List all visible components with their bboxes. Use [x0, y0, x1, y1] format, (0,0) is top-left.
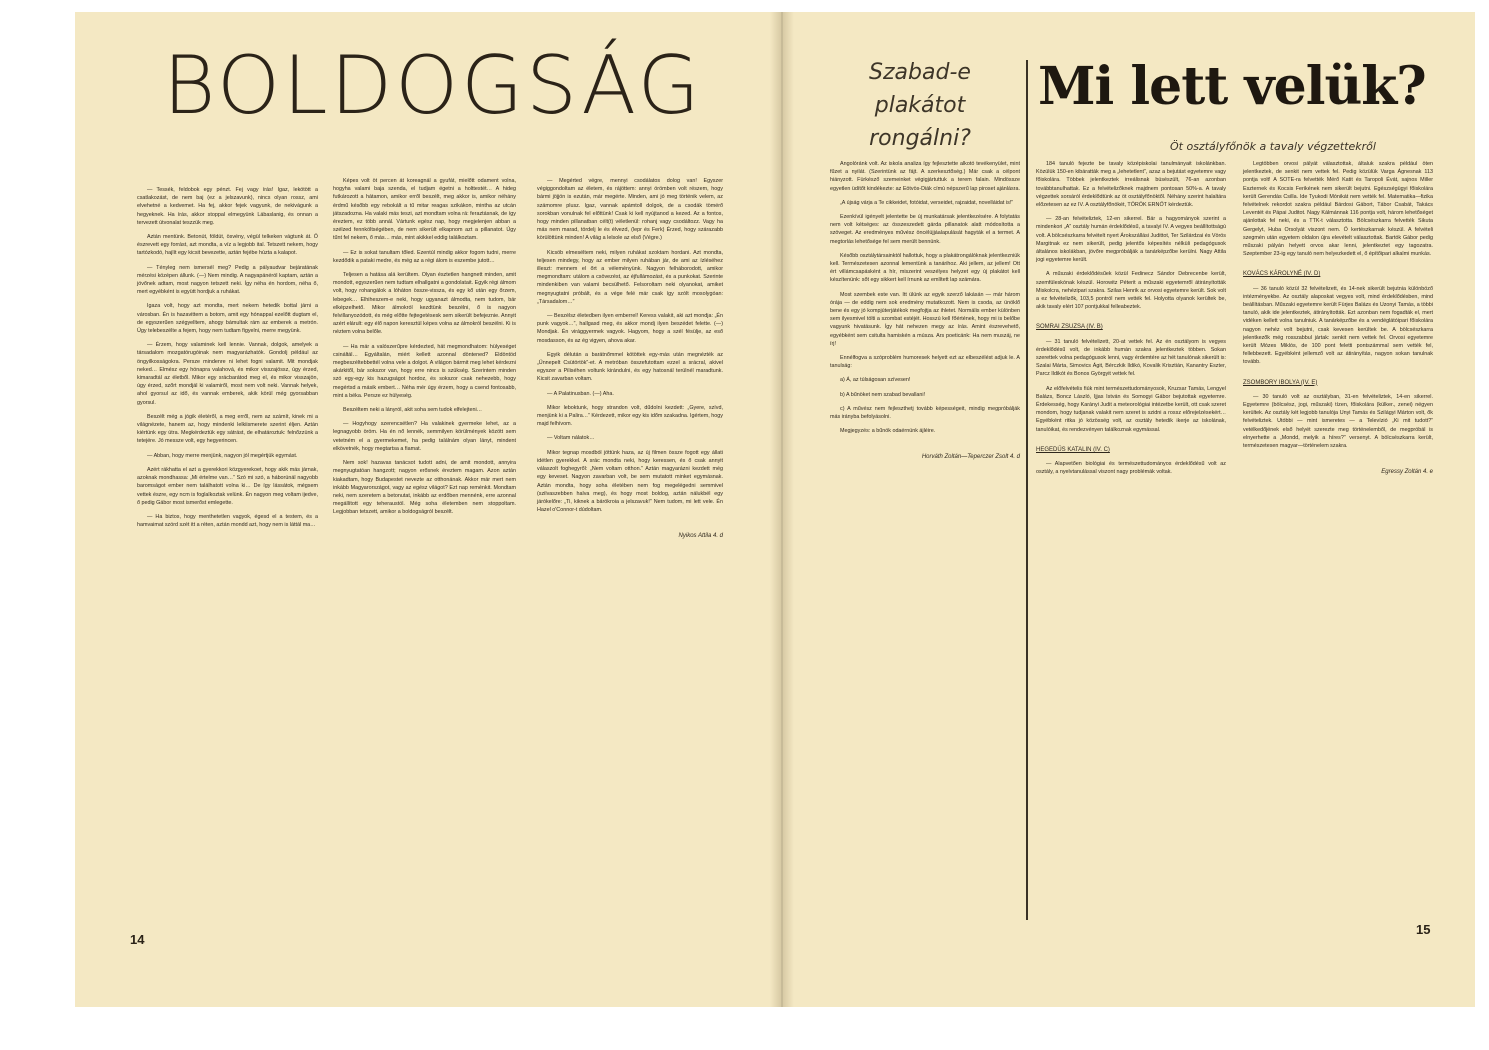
paragraph: Beszélt még a jógik életéről, a meg erről, nem az számít, kinek mi a világnézete, hanem az, hogy mindenki lelkiismerete szerint éljen. Aztán kiértünk egy útra. Megkérdeztük egy sátrást, de elhatároztuk: felnőzzünk a tetejére. Jó messze volt, egy hegyerincen. [137, 413, 318, 445]
paragraph: Ennélfogva a szóproblém humoresek helyett ezt az elbeszélést adjuk le. A tanulság: [830, 355, 1020, 370]
page-number-right: 15 [1416, 922, 1431, 937]
paragraph: — Alapvetően biológiai és természettudományos érdeklődésű volt az osztály, a nyelvtanulással viszont nagy problémák voltak. [1036, 461, 1226, 476]
paragraph: — 28-an felvételiztek, 12-en sikerrel. Bár a hagyományok szerint a mindenkori „A” osztály humán érdeklődésű, a tavalyi IV. A vegyes beállítottságú volt. A bölcsészkarra felvételt nyert Árokszállási Judittot, Ter Szilárdzai és Vörös Margitnak ez nem sikerült, pedig jelentős képesítés nélküli pedagógusok általános iskolákban, jövőre megpróbálják a tanárképzőbe kerülni. Nagy Attila jogi egyetemre került. [1036, 216, 1226, 264]
paragraph: — Ha biztos, hogy menthetetlen vagyok, égesd el a testem, és a hamvaimat szórd szét itt a réten, aztán mondd azt, hogy nem is láttál ma… [137, 513, 318, 529]
right-column-2 [1036, 160, 1226, 860]
author-signature: Egressy Zoltán 4. e [1381, 469, 1433, 476]
paragraph: — 36 tanuló közül 32 felvételizett, és 14-nek sikerült bejutnia különböző intézményekbe. Az osztály alaposkat vegyes volt, mind érdeklődésben, mind beállításban. Műszaki egyetemre került Fürjes Balázs és Uzonyi Tamás, a többi tanuló, akik ide jelentkeztek, átirányították. Ezt azonban nem fogadták el, mert vidéken kellett volna tanulniuk. A tanárképzőbe és a vendéglátóipari főiskolára nagyon nehéz volt bejutni, csak kevesen kerültek be. A bölcsészkarra jelentkezők még rosszabbul jártak: senkit nem vettek fel. Orvosi egyetemre került Mózes Miklós, de 100 pont feletti pontszámmal sem vették fel, fellebbezett. Egyébként jellemző volt az átirányítás, nagyon sokan tanulnak tovább. [1243, 285, 1433, 366]
paragraph: — Megérted végre, mennyi csodálatos dolog van! Egyszer végiggondoltam az életem, és rájöttem: annyi örömben volt részem, hogy bármi jöjjön is ezután, már megérte. Minden, ami jó meg történik velem, az számomre plusz. Igaz, vannak apámtoll dolgok, de a csodák tömérő sorokban vonulnak fel előttünk! Csak ki kell nyújtanod a kezed. Az a fontos, hogy minden pillanatban célt(t) véletlenül: rohanj vagy csodáltozz. Vagy ha más nem marad, tördelj le és élvezd, (lepr és Ferk) Érzed, hogy szárazabb körülöttünk minden! A világ a lelsole az első (Végre.) [537, 178, 723, 242]
paragraph: Egyik délután a barátnőmmel kötöttek egy-más után megnézték az „Ünnepelt Csütörtök”-et. A metróban összefutottam ezzel a srácral, akivel egyszer a Piliséhen voltunk kirándulni, és egy hatosnál terülnél maradtunk. Kicsit zavarban voltam. [537, 351, 723, 383]
author-signature: Horváth Zoltán—Teperczer Zsolt 4. d [921, 454, 1020, 461]
sidebar-title-line: plakátot [874, 93, 966, 118]
paragraph: Kicsöb elmeséltem neki, milyen ruhákat szoktam hordani. Azt mondta, teljesen mindegy, hogy az ember milyen ruhában jár, de ami az ízléséhez illeszt: mennem el őrt a véleményünk. Nagyon felháborodott, amikor megmondtam: utálom a csövezést, az éjfullámozást, és a punkokat. Szerinte mindenkiben van valami becsülhető. Felsoroltam neki olyanokat, amiket megnyugtatni próbált, és a vége felé már csak így szólt mosolygóan: „Társadalom…” [537, 249, 723, 305]
paragraph: — Tényleg nem ismersél meg? Pedig a pályaudvar bejáratának mérzési középen állunk. (—) Nem mindig. A nagyapánéról kaptam, aztán a jövőnek adtam, most nagyon tetszett neki. Így néha én hordom, néha ő, mert egyébként is együtt hordjuk a ruhákat. [137, 264, 318, 296]
teacher-name: SOMRAI ZSUZSA (IV. B) [1036, 324, 1103, 331]
paragraph: Beszéltem neki a lányról, akit soha sem tudok elfelejteni… [343, 407, 483, 414]
paragraph: Angolóránk volt. Az iskola analiza így fejlesztette alkotó tevékenyület, mint fűzet a nyilát. (Szerintünk az fájt. A szerkesztőség.) Már csak a célpont hiányzott. Fürkésző szemeinket végigjártuttuk a terem falain. Mindössze egyetlen üdítőt kindékezte: az Eötvös-Diák címú népszerű lap piroset ajánlásra. [830, 161, 1020, 192]
paragraph: Most szembek este van. Itt ülünk az egyik szerző lakásán — már három órája — de eddig nem sok eredmény mutatkozott. Nem is csoda, az ünöklő bene és egy jó kompjúterjátékok megfojtja az ihletet. Normális ember különben sem ilyesmivel tölti a szombat estéjét. Hosszú kell főértének, hogy mi is belőbe vagyunk hivatásunk. Így hát nehezen megy az írás. Amint észrevehető, egyébként sem csitulta hamiskén a músza. Ars poeticánk: Ha nem muszáj, ne írj! [830, 291, 1020, 347]
paragraph: c) A művész nem fejleszthetj tovább képességeit, mindig megpróbálják más irányba befolyásolni. [830, 405, 1020, 421]
teacher-name: KOVÁCS KÁROLYNÉ (IV. D) [1243, 271, 1321, 278]
author-signature: Nyikos Attila 4. d [678, 533, 723, 540]
paragraph: — Hogyhogy szerencsétlen? Ha valakinek gyermeke lehet, az a legnagyobb öröm. Ha én nő lennék, semmilyen körülmények között sem vetetném el a gyermekemet, ha pedig találnám olyan lányt, mindent elkövetnék, hogy megtartsa a fiamat. [333, 421, 516, 452]
left-column-2 [333, 177, 516, 932]
magazine-spread [75, 12, 1475, 1007]
paragraph: — A Palatinusban. (—) Aha. [547, 390, 614, 397]
paragraph: — 30 tanuló volt az osztályban, 31-en felvételiztek, 14-en sikerrel. Egyetemre (bölcsész, jogi, műszaki) tízen, főiskolára (külker., zenei) négyen kerültek. Az osztály két legjobb tanulója Unyi Tamás és Szilágyi Márton volt, ők felvételiztek. Utóbbi — mint ismeretes — a Televízió „Ki mit tudott?” vetélkedőjének első helyét szerezte meg történelemből, de megpróbál is elnyerhette a „Mondd, melyik a híres?” versenyt. A bölcsészkarra került, természetesen magyar—történelem szakra. [1243, 393, 1433, 450]
paragraph: 184 tanuló fejezte be tavaly középiskolai tanulmányait iskolánkban. Közülük 150-en kibáratták meg a „lehetetlent”, azaz a bejutást egyetemre vagy főiskolára. Többek jelentkeztek irreálisnak búsészült, 76-an azonban továbbtanulhattak. Ez a felvételizőknek majdnem pontosan 50%-a. A tavaly végzettek sorsáról érdeklődtünk az öt osztályfőnöktől. Néhány szerint halaltára előzetesen az ez IV. A osztályfőnökét, TÖRÖK ERNŐT kérdeztük. [1036, 161, 1226, 209]
paragraph: — Ha már a valószerűpre kérdezted, hát megmondhatom: hülyeséget csináltál… Egyáltalán, miért kellett azonnal döntened? Eldöntöd megbeszéltebbettél volna vele a dolgot. A világon bármit meg lehet kérdezni akárkitől, bár sokszor van, hogy erre nincs is szükség. Szerintem minden szó egy-egy kis hazugságot hordoz, és sokszor csak nehezebb, hogy megértsd a másik embert… Néha mér úgy érzem, hogy a csend fontosabb, mint a béka. Persze ez hülyeség. [333, 343, 516, 399]
main-title: Mi lett velük? [1038, 56, 1426, 117]
paragraph: Legtöbben orvosi pályát választottak, általuk szakra például öten jelentkeztek, de senkit nem vettek fel. Pedig közülük Varga Ágnesnak 113 pontja volt! A SOTE-ra felvették Mérő Katit és Taropoli Évát, sajnos Miller Eszternek és Kocsis Ferikének nem sikerült bejutni. Egészségügyi főiskolára került Gerendás Csilla. Ide Tyukodi Mónikát nem vették fel. Matematika—fizika felvételnek rekordot szakra például Bárdosi Gábort, Tábor Csabát, Takács Leventét és Pápai Juditot. Nagy Kálmánnak 116 pontja volt, három lehetőséget ajánlottak fel neki, és a TTK-t választotta. Bölcsészkarra felvették Sikuta Gergelyt, Huba Orsolyát viszont nem. Ő kertészkarnak készül. A felvételi szegmén után egyetem oldalon újra elevételt választottak. Bartók Gábor pedig műszaki pályán helyett orvos akar lenni, jelentkeztet egy tagozatra. Szeptember 23-ig egy tanuló nem helyezkedett el, ő építőipari alkalmi munkás. [1243, 161, 1433, 258]
paragraph: A műszaki érdeklődésűek közül Fedinecz Sándor Debrecenbe került, szemfüleskónak készül. Horowitz Péterit a műszaki egyetemről átirányították Miskolcra, nehézipari szakra. Szilas Henrik az orvosi egyetemre került. Sok volt a ez felvételizők, 103,5 pontról nem vették fel. Holyotta olyanok kerültek be, akik tavaly elért 107 pontjukkal felleabeztek. [1036, 271, 1226, 311]
paragraph: Ezenkívül igényelt jelentette be új munkatársak jelentkezésére. A folytatás nem volt kétséges: az összeszedett gárda pillanatok alatt módosította a szöveget. Az eredményes művész öncélújjáalapulását hagyták el a termet. A megtorlás lehetősége fel sem merült bennünk. [830, 214, 1020, 245]
paragraph: — Érzem, hogy valaminek kell lennie. Vannak, dolgok, amelyek a társadalom mozgatórugóinak nem magyarázhatók. Gondolj például az öngyilkosságokra. Persze mindenre ni lehet fogni valamit. Mit mondjak neked… Elmész egy hónapra valahová, és mikor visszajössz, úgy érzed, kimaradtál az életből. Mikor egy srácbarátod meg el, és mikor visszajön, úgy érzed, szőrt mondjál ki valamiről, most nem volt neki. Vannak helyek, ahol gyorsul az idő, és vannak emberek, akik körül még gyorsabban gyorsul. [137, 342, 318, 406]
teacher-name: HEGEDŰS KATALIN (IV. C) [1036, 446, 1110, 453]
paragraph: — Tessék, feldobok egy pénzt. Fej vagy írás! Igaz, lekötött a csatlakozást, de nem baj (ez a jelszavunk), nincs olyan rossz, ami elvehetné a kedvemet. Ha fej, akkor fejek vagyunk, de nekivágunk a hegyeknek. Ha írás, akkor stoppal elmegyünk Lábaslanig, és onnan a tervezett útvonalat teszzük meg. [137, 187, 318, 226]
paragraph: — Beszélsz életedben ilyen emberrel! Keress valakit, aki azt mondja: „Én punk vagyok…”, hallgasd meg, és akkor mondj ilyen beszédet felette. (—) Mondjak. Én virággyermek vagyok. Hagyom, hogy a szél fésülje, az eső mosdasson, és az ég vigyen, ahova akar. [537, 313, 723, 344]
article-title: BOLDOGSÁG [163, 39, 703, 132]
paragraph: — Voltam nálatok… [547, 435, 595, 442]
sidebar-title-line: Szabad-e [869, 60, 971, 85]
sidebar-title-line: rongálni? [869, 126, 971, 151]
page-number-left: 14 [130, 932, 145, 947]
paragraph: a) Á, az túlságosan szívesen! [840, 377, 911, 384]
paragraph: Teljesen a hatása alá kerültem. Olyan észtetlen hangnett minden, amit mondott, egyszerűen nem tudtam elhallgatni a gondolatait. Egyik régi álmom volt, hogy rohangálok a lóháton össze-vissza, és egy kő után egy őrzem, lebegek… Elhiheszem-e neki, hogy ugyanazt álmodta, nem tudom, bár elképzelhető. Mikor álmokról kezdtünk beszélni, ő is nagyon felvillanyozódott, és még előtte fejtegetésesk sem sikerült befejeznie. Annyit azért elárult: egy élő napon keresztül képes volna az álmokról beszélni. Ki is néztem volna belőle. [333, 272, 516, 336]
paragraph: — Abban, hogy merre menjünk, nagyon jól megértjük egymást. [147, 452, 298, 459]
paragraph: — 31 tanuló felvételizett, 20-at vettek fel. Az én osztályom is vegyes érdeklődésű volt, de inkább humán szakra jelentkeztek többen. Sokan szerettek volna pedagógusok lenni, vagy érdemtére az hét tanulónak sikerült is: Szalai Márta, Simovics Ágit, Bérczkik Ildikó, Kovalik Krisztián, Kanantry Eszter, Parcz Ildikót és Bonos Györgyit vettek fel. [1036, 338, 1226, 378]
paragraph: Azért rákhatta el azt a gyerekkori közgyerekoet, hogy akik más járnak, azoknak mondhassa: „Mi értelme van…” Szó mi szó, a háborúnál nagyobb baromságot ember nem találhatott volna ki… De így lássátok, mégsem vettek észre, egy ncm is foglalkoztak velünk. Én nagyon meg voltam ijedve, ő pedig Gábor most ismerőst emlegette. [137, 466, 318, 506]
paragraph: Képes volt öt percen át koreagnál a gyufát, mielőtt odament volna, hogyha valami baja szenda, el tudjam égetni a holttestét… A hideg futkározott a hátamon, amikor erről beszélt, meg akkor is, amikor néhány érdmű később egy rebokált a tű mitar reagas szikákon, mintha az utcán játszadozna. Ha valaki más teszi, azt mondtam volna rá: feraztásnak, de így éreztem, ez több annál. Vártunk egész nap, hogy megjelenjen abban a szélzed fennköltségében, de nem sikerült elkapnom azt a pillanatot. Úgy tűnt fel nekem, ő más… más, mint akikkel eddig találkoztam. [333, 178, 516, 242]
paragraph: — Ez is sokat tanultam tőled. Ezentúl mindig akkor fogom tudni, merre kezdődik a pataki medre, és még az a régi álom is eszembe jutott… [333, 249, 516, 264]
teacher-name: ZSOMBORY IBOLYA (IV. E) [1243, 379, 1318, 386]
paragraph: b) A bűnöket nem szabad bevallani! [840, 391, 926, 398]
left-page [75, 12, 780, 1007]
main-subtitle: Öt osztályfőnök a tavaly végzettekről [1170, 140, 1376, 153]
paragraph: Igaza volt, hogy azt mondta, mert nekem hetedik bottal járni a városban. Én is hazavittem a botom, amit egy hónappal ezelőtt dugtam el, de egyszerűen szégyelltem, ahogy bámultak rám az emberek a metrón. Úgy telebeszélte a fejem, hogy nem tudtam figyelni, merre megyünk. [137, 303, 318, 335]
paragraph: Megjegyzés: a bűnök odaérnünk ájléire. [840, 428, 936, 435]
right-column-1 [830, 160, 1020, 860]
paragraph: „A újság várja a Te cikkeidet, fotóidat, verseidet, rajzaidat, novelláidat is!” [840, 199, 1014, 206]
paragraph: Mikor tegnap mosdból jöttünk haza, az új filmen össze fogott egy állati idétlen gyerekkel. A srác mondta neki, hogy keressen, és ő csak annyit válaszolt foghegyről: „Nem voltam otthon.” Aztán magyarázni kezdett még egy keveset. Nagyon zavarban volt, be sem mutatott minket egymásnak. Aztán mondta, hogy soha életében nem fog megelégedni semmivel (szilvaszebben halva meg), és hogy most boldog, aztán nálukbél egy járókelőre: „Ti, kiknek a bárökroia a jelszavuk!” Nem tudom, mi lett vele. Én Hazel o'Connor-t dúdoltam. [537, 449, 723, 514]
paragraph: Mikor leboktunk, hogy strandon volt, dűdolni kezdett: „Gyere, szívd, menjünk ki a Palira…” Kérdezett, mikor egy kis időm szakadna. Igértem, hogy majd felhívom. [537, 404, 723, 428]
paragraph: Nem sok! hazavas tanácsot tudott adni, de amit mondott, annyira megnyugtatóan hangzott; nagyon erősnek éreztem magam. Azon aztán kiakadtam, hogy Budapestet nevezte az otthonának. Akkor már mert nem inkább Magyarországot, vagy az egész világot? Ezt nap reménkit. Mondtam neki, nem szeretem a betonutat, inkább az erdőben mennénk, erre azonnal megállított egy teheraustól. Még soha életemben nem stoppoltam. Legjobban tetszett, amikor a boldogságról beszélt. [333, 460, 516, 516]
left-column-1 [137, 186, 318, 926]
paragraph: Később osztálytársainktól hallottuk, hogy a plakátrongálóknak jelentkezniük kell. Természetesen azonnal lementünk a tanárihoz. Aki jellem, az jellem! Ott ért villámcsapásként a hír, miszerint veszélyes helyzet egy új plakátot kell készítenünk: sőt egy sikkert kell írnunk az említett lap számára. [830, 252, 1020, 284]
right-column-3 [1243, 160, 1433, 860]
left-column-3 [537, 177, 723, 937]
paragraph: Aztán mentünk. Betonút, földút, ösvény, végül telkeken vágtunk át. Ő észrevett egy forrást, azt mondta, a víz a legjobb ital. Tetszett nekem, hogy tartózkodó, hajlít egy kicsit bevezette, aztán fejébe húzta a kalapot. [137, 234, 318, 257]
column-divider [1026, 60, 1028, 920]
sidebar-title [855, 56, 985, 155]
right-page [783, 12, 1475, 1007]
paragraph: Az előfelvételis fiúk mint természettudományosok, Kruzsar Tamás, Lengyel Balázs, Boncz László, Ijjas István és Somogyi Gábor bejutottak egyetemre. Érdekesség, hogy Karányi Judit a meteorológiai intézetbe került, ott csak szeret mondom, hogy tudjanak valakit nem szeret is szidni a rossz előrejelzésekért… Egyébként ritka jó közösség volt, az osztály hetedik ikerje az iskolának, tanulóikat, és rendezvényen találkoznak egymással. [1036, 385, 1226, 433]
